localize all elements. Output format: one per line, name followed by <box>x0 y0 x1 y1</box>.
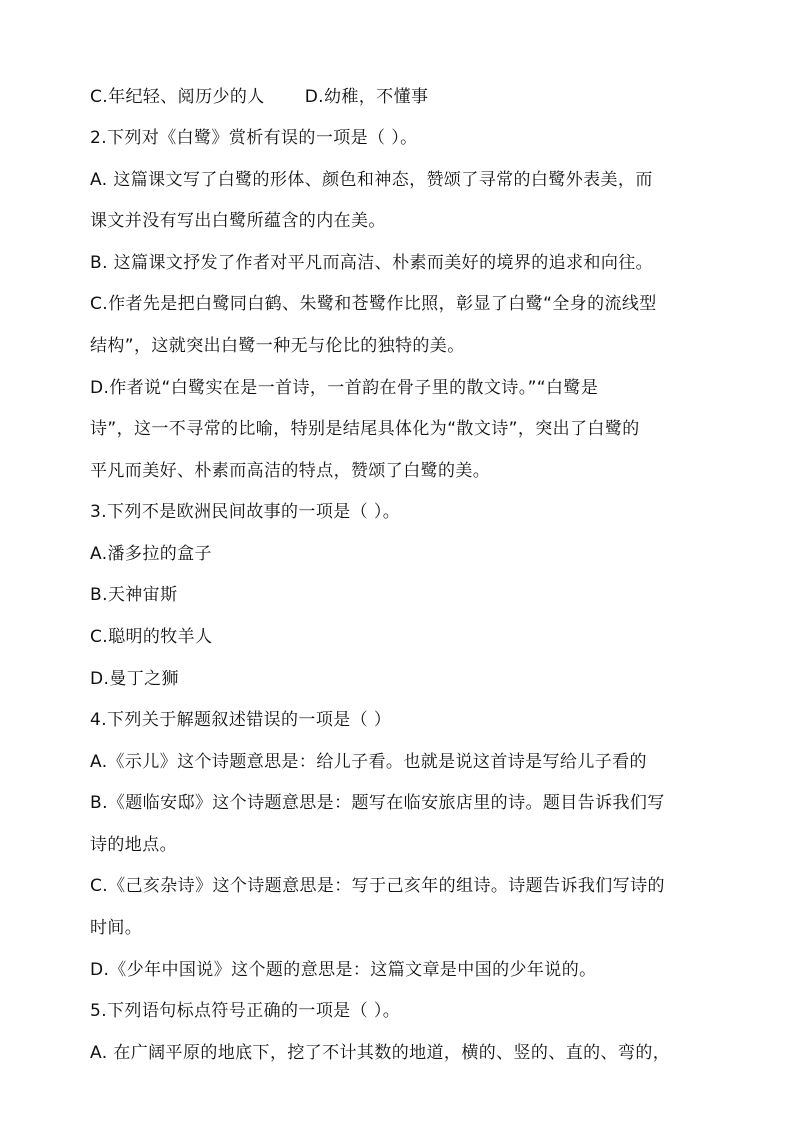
text-line: 诗”，这一不寻常的比喻，特别是结尾具体化为“散文诗”，突出了白鹭的 <box>90 419 640 439</box>
text-line: 时间。 <box>90 918 143 938</box>
text-line: 结构”，这就突出白鹭一种无与伦比的独特的美。 <box>90 336 465 356</box>
text-line: 课文并没有写出白鹭所蕴含的内在美。 <box>90 211 386 231</box>
option-c-q1: C.年纪轻、阅历少的人 <box>90 87 265 107</box>
text-line: D.曼丁之狮 <box>90 669 179 689</box>
question-4-stem: 4.下列关于解题叙述错误的一项是（ ） <box>90 710 392 730</box>
text-line: C.作者先是把白鹭同白鹤、朱鹭和苍鹭作比照，彰显了白鹭“全身的流线型 <box>90 294 657 314</box>
question-5-stem: 5.下列语句标点符号正确的一项是（ ）。 <box>90 1001 401 1021</box>
text-line: B.《题临安邸》这个诗题意思是：题写在临安旅店里的诗。题目告诉我们写 <box>90 793 665 813</box>
text-line: 平凡而美好、朴素而高洁的特点，赞颂了白鹭的美。 <box>90 461 491 481</box>
text-line: A. 在广阔平原的地底下，挖了不计其数的地道，横的、竖的、直的、弯的， <box>90 1043 671 1063</box>
text-line: C.《己亥杂诗》这个诗题意思是：写于己亥年的组诗。诗题告诉我们写诗的 <box>90 876 665 896</box>
question-2-stem: 2.下列对《白鹭》赏析有误的一项是（ ）。 <box>90 128 418 148</box>
text-line: C.聪明的牧羊人 <box>90 627 213 647</box>
text-line: A.《示儿》这个诗题意思是：给儿子看。也就是说这首诗是写给儿子看的 <box>90 752 647 772</box>
text-line: D.《少年中国说》这个题的意思是：这篇文章是中国的少年说的。 <box>90 960 597 980</box>
text-line: B. 这篇课文抒发了作者对平凡而高洁、朴素而美好的境界的追求和向往。 <box>90 253 654 273</box>
option-d-q1: D.幼稚，不懂事 <box>304 87 429 107</box>
question-3-stem: 3.下列不是欧洲民间故事的一项是（ ）。 <box>90 502 401 522</box>
text-line: B.天神宙斯 <box>90 585 178 605</box>
text-line: 诗的地点。 <box>90 835 177 855</box>
text-line <box>90 86 428 108</box>
text-line: A. 这篇课文写了白鹭的形体、颜色和神态，赞颂了寻常的白鹭外表美，而 <box>90 170 653 190</box>
text-line: A.潘多拉的盒子 <box>90 544 212 564</box>
text-line: D.作者说“白鹭实在是一首诗，一首韵在骨子里的散文诗。”“白鹭是 <box>90 378 599 398</box>
